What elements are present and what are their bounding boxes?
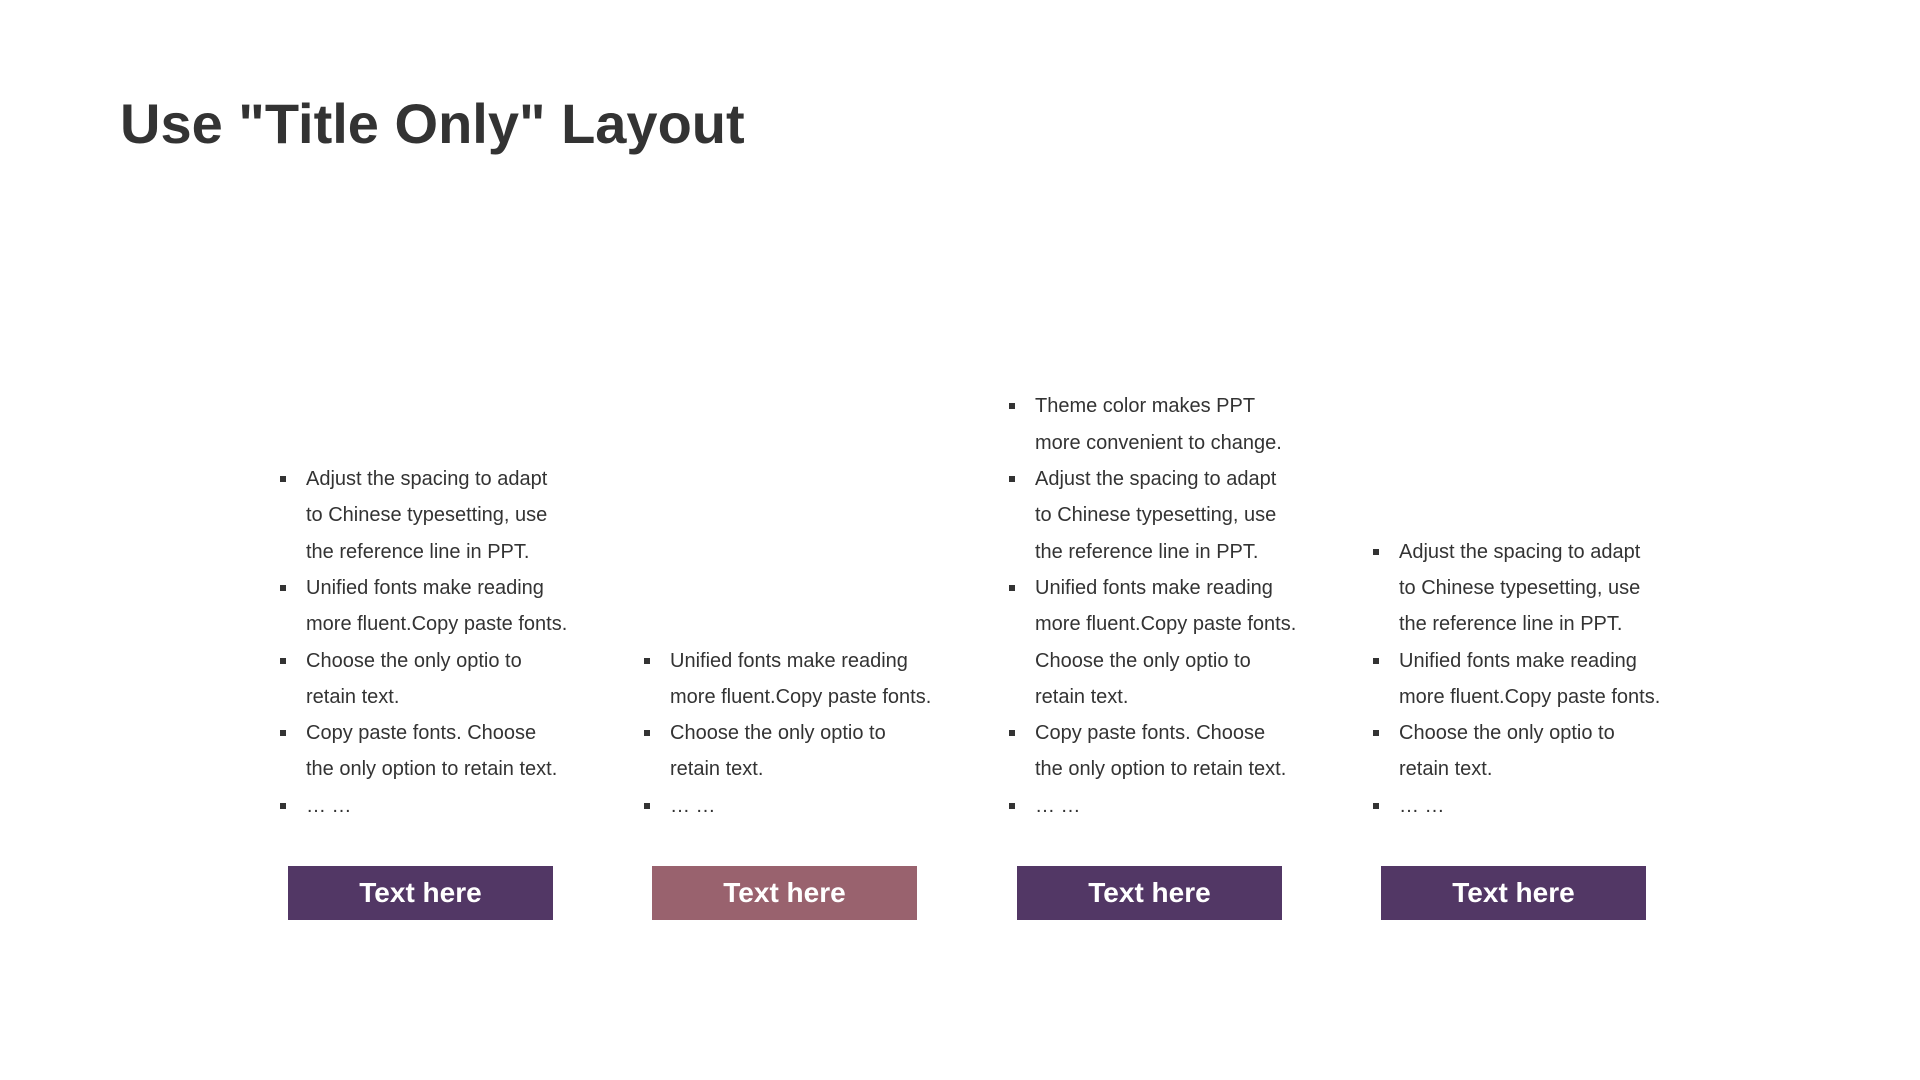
list-item-text: Unified fonts make reading more fluent.Copy paste fonts. Choose the only optio to retain text. (1035, 576, 1297, 708)
square-bullet-icon (280, 585, 286, 591)
bullet-list (280, 461, 580, 824)
square-bullet-icon (644, 803, 650, 809)
list-item (1009, 570, 1309, 715)
square-bullet-icon (280, 476, 286, 482)
list-item (1009, 388, 1309, 461)
square-bullet-icon (644, 658, 650, 664)
list-item (644, 715, 944, 788)
column-2 (644, 0, 944, 920)
column-2-label-button[interactable]: Text here (652, 866, 917, 920)
square-bullet-icon (1009, 585, 1015, 591)
list-item-text: Choose the only optio to retain text. (306, 649, 522, 708)
list-item (1373, 534, 1673, 643)
square-bullet-icon (1009, 476, 1015, 482)
square-bullet-icon (1373, 730, 1379, 736)
list-item-text: Adjust the spacing to adapt to Chinese typesetting, use the reference line in PPT. (306, 468, 548, 563)
list-item-text: Unified fonts make reading more fluent.Copy paste fonts. (670, 649, 932, 708)
bullet-list (1373, 534, 1673, 824)
bullet-list (1009, 388, 1309, 824)
list-item (280, 715, 580, 788)
list-item-text: Choose the only optio to retain text. (1399, 722, 1615, 781)
column-3-label-button[interactable]: Text here (1017, 866, 1282, 920)
square-bullet-icon (1009, 403, 1015, 409)
list-item (1373, 643, 1673, 716)
list-item-text: Adjust the spacing to adapt to Chinese typesetting, use the reference line in PPT. (1035, 468, 1277, 563)
square-bullet-icon (280, 803, 286, 809)
list-item-text: Adjust the spacing to adapt to Chinese typesetting, use the reference line in PPT. (1399, 540, 1641, 636)
column-3 (1009, 0, 1309, 920)
column-1-label-button[interactable]: Text here (288, 866, 553, 920)
square-bullet-icon (1009, 803, 1015, 809)
list-item-text: Unified fonts make reading more fluent.Copy paste fonts. (1399, 649, 1661, 708)
square-bullet-icon (1373, 549, 1379, 555)
square-bullet-icon (1009, 730, 1015, 736)
column-1 (280, 0, 580, 920)
list-item (280, 643, 580, 716)
square-bullet-icon (1373, 658, 1379, 664)
list-item (1009, 715, 1309, 788)
list-item-text: … … (306, 794, 352, 817)
list-item-text: … … (1399, 794, 1445, 817)
list-item-text: … … (670, 794, 716, 817)
list-item-text: Copy paste fonts. Choose the only option to retain text. (306, 722, 558, 781)
list-item (1373, 715, 1673, 788)
list-item (1009, 788, 1309, 824)
list-item-text: Unified fonts make reading more fluent.Copy paste fonts. (306, 576, 568, 636)
square-bullet-icon (644, 730, 650, 736)
bullet-list (644, 643, 944, 824)
list-item (644, 788, 944, 824)
slide-title: Use "Title Only" Layout (120, 92, 745, 155)
square-bullet-icon (1373, 803, 1379, 809)
list-item (644, 643, 944, 716)
list-item (1373, 788, 1673, 824)
list-item (280, 570, 580, 643)
column-4-label-button[interactable]: Text here (1381, 866, 1646, 920)
column-4 (1373, 0, 1673, 920)
list-item-text: Copy paste fonts. Choose the only option to retain text. (1035, 722, 1287, 781)
list-item (1009, 461, 1309, 570)
list-item-text: Theme color makes PPT more convenient to change. (1035, 395, 1282, 454)
list-item (280, 461, 580, 570)
list-item-text: … … (1035, 794, 1081, 817)
list-item-text: Choose the only optio to retain text. (670, 722, 886, 781)
square-bullet-icon (280, 730, 286, 736)
square-bullet-icon (280, 658, 286, 664)
list-item (280, 788, 580, 824)
